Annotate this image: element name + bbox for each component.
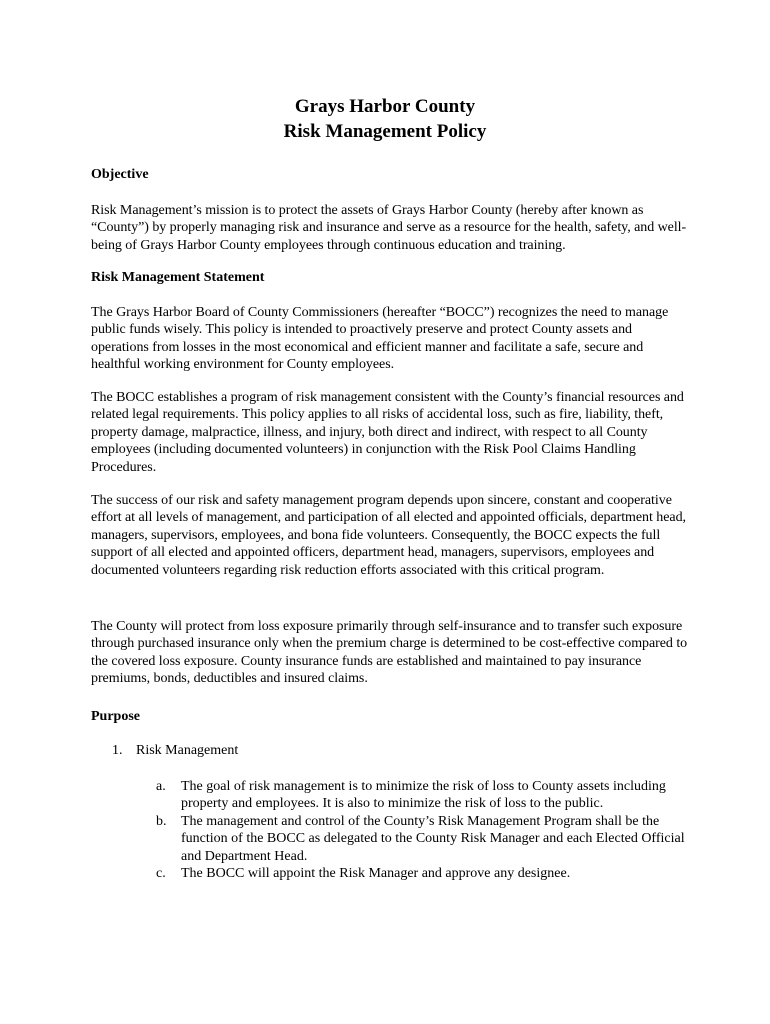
sub-list-marker: a. xyxy=(156,779,166,794)
statement-paragraph-4: The County will protect from loss exposure primarily through self-insurance and to transfer such exposure through purchased insurance only when the premium charge is determined to be cost-effective compared to the covered loss exposure. County insurance funds are established and maintained to pay insurance premiums, bonds, deductibles and insured claims. xyxy=(91,619,688,687)
objective-paragraph: Risk Management’s mission is to protect the assets of Grays Harbor County (hereby after known as “County”) by properly managing risk and insurance and serve as a resource for the health, safety, and well-being of Grays Harbor County employees through continuous education and training. xyxy=(91,203,687,253)
sub-list-item xyxy=(156,865,696,882)
statement-paragraph-3: The success of our risk and safety management program depends upon sincere, constant and cooperative effort at all levels of management, and participation of all elected and appointed officials, department head, managers, supervisors, employees, and bona fide volunteers. Consequently, the BOCC expects the full support of all elected and appointed officers, department head, managers, supervisors, employees and documented volunteers regarding risk reduction efforts associated with this critical program. xyxy=(91,493,686,578)
sub-list-item xyxy=(156,813,696,865)
purpose-sublist xyxy=(156,778,696,882)
sub-list-text: The goal of risk management is to minimize the risk of loss to County assets including property and employees. It is also to minimize the risk of loss to the public. xyxy=(181,779,666,812)
sub-list-marker: b. xyxy=(156,813,167,829)
statement-heading: Risk Management Statement xyxy=(91,270,265,285)
list-marker: 1. xyxy=(112,743,123,758)
purpose-item-label: Risk Management xyxy=(136,743,239,758)
title-line-policy: Risk Management Policy xyxy=(283,121,487,142)
sub-list-marker: c. xyxy=(156,866,166,882)
sub-list-text: The BOCC will appoint the Risk Manager and approve any designee. xyxy=(181,866,571,882)
statement-paragraph-1: The Grays Harbor Board of County Commissioners (hereafter “BOCC”) recognizes the need to manage public funds wisely. This policy is intended to proactively preserve and protect County assets and operations from losses in the most economical and efficient manner and facilitate a safe, secure and healthful working environment for County employees. xyxy=(91,305,669,373)
objective-heading: Objective xyxy=(91,167,149,182)
purpose-item-1 xyxy=(112,742,238,759)
document-title xyxy=(0,94,770,144)
sub-list-item xyxy=(156,778,696,813)
sub-list-text: The management and control of the County’s Risk Management Program shall be the function of the BOCC as delegated to the County Risk Manager and each Elected Official and Department Head. xyxy=(181,813,685,864)
statement-paragraph-2: The BOCC establishes a program of risk management consistent with the County’s financial resources and related legal requirements. This policy applies to all risks of accidental loss, such as fire, liability, theft, property damage, malpractice, illness, and injury, both direct and indirect, with respect to all County employees (including documented volunteers) in conjunction with the Risk Pool Claims Handling Procedures. xyxy=(91,390,684,475)
title-line-county: Grays Harbor County xyxy=(294,96,476,117)
purpose-heading: Purpose xyxy=(91,709,140,724)
